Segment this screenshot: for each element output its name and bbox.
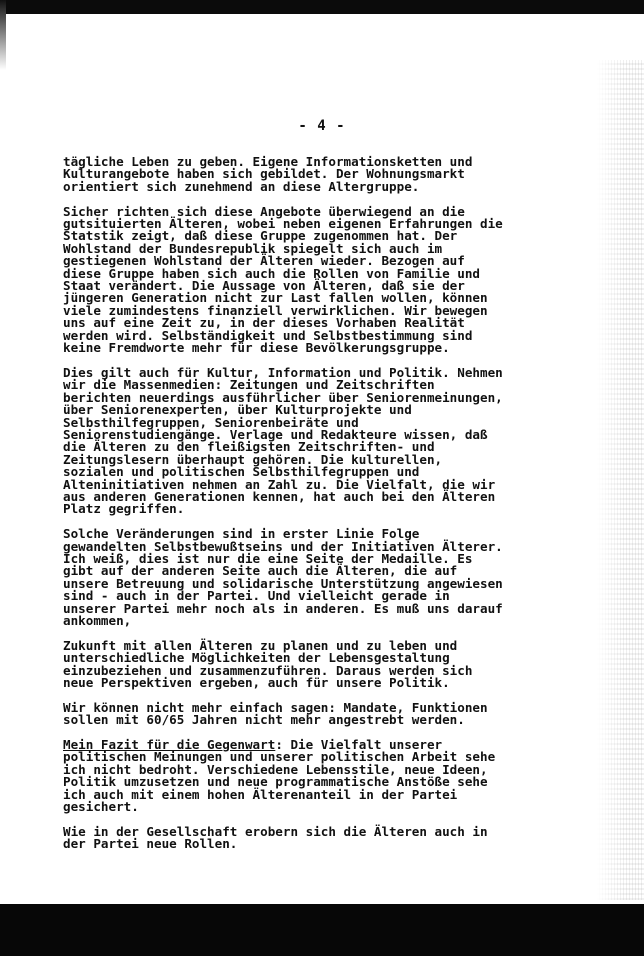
text-line: neue Perspektiven ergeben, auch für unsere Politik. [63,675,450,690]
text-line: Politik umzusetzen und neue programmatische Anstöße sehe [63,774,488,790]
text-line: Selbsthilfegruppen, Seniorenbeiräte und [63,414,359,430]
text-line: unsere Betreuung und solidarische Unterstützung angewiesen [63,575,503,591]
text-line: werden wird. Selbständigkeit und Selbstbestimmung sind [63,327,473,343]
text-line: Wir können nicht mehr einfach sagen: Mandate, Funktionen [63,699,488,715]
text-line: ich nicht bedroht. Verschiedene Lebensstile, neue Ideen, [63,761,488,777]
paragraph [63,203,518,356]
text-line: einzubeziehen und zusammenzuführen. Daraus werden sich [63,662,473,678]
text-line: gutsituierten Älteren, wobei neben eigenen Erfahrungen die [63,216,503,232]
text-line: Staat verändert. Die Aussage von Älteren, daß sie der [63,278,465,294]
text-line: wir die Massenmedien: Zeitungen und Zeitschriften [63,377,435,393]
text-line: über Seniorenexperten, über Kulturprojekte und [63,402,412,418]
text-line: orientiert sich zunehmend an diese Altergruppe. [63,178,420,194]
text-line: der Partei neue Rollen. [63,836,238,852]
paragraph [63,364,518,517]
text-line: Alteninitiativen nehmen an Zahl zu. Die Vielfalt, die wir [63,476,496,492]
scan-top-border [0,0,644,14]
text-line: Platz gegriffen. [63,501,185,517]
page-number: - 4 - [298,118,346,134]
text-line: Zeitungslesern überhaupt gehören. Die kulturellen, [63,451,443,467]
text-line: politischen Meinungen und unserer politischen Arbeit sehe [63,749,496,765]
text-line: berichten neuerdings ausführlicher über Seniorenmeinungen, [63,389,503,405]
paragraph [63,637,518,690]
closing-paragraph [63,823,518,852]
text-line: sind - auch in der Partei. Und vielleicht gerade in [63,588,450,604]
text-line: ankommen, [63,612,132,628]
text-line: Dies gilt auch für Kultur, Information und Politik. Nehmen [63,364,503,380]
fazit-paragraph [63,739,518,813]
text-line: Seniorenstudiengänge. Verlage und Redakteure wissen, daß [63,426,488,442]
text-line: Solche Veränderungen sind in erster Linie Folge [63,526,420,542]
text-line: uns auf eine Zeit zu, in der dieses Vorhaben Realität [63,315,465,331]
text-line: Ich weiß, dies ist nur die eine Seite der Medaille. Es [63,550,473,566]
text-line: gesichert. [63,799,139,815]
text-line: unterschiedliche Möglichkeiten der Lebensgestaltung [63,650,450,666]
text-line: ich auch mit einem hohen Älterenanteil in der Partei [63,786,458,802]
text-line: unserer Partei mehr noch als in anderen. Es muß uns darauf [63,600,503,616]
text-line: jüngeren Generation nicht zur Last fallen wollen, können [63,290,488,306]
text-line: Statstik zeigt, daß diese Gruppe zugenommen hat. Der [63,228,458,244]
paragraph [63,699,518,728]
document-body [63,156,518,863]
text-line: sozialen und politischen Selbsthilfegruppen und [63,464,420,480]
text-line: tägliche Leben zu geben. Eigene Informationsketten und [63,154,473,169]
scan-bottom-border [0,904,644,956]
text-line: viele zumindestens finanziell verwirklichen. Wir bewegen [63,302,488,318]
text-line: diese Gruppe haben sich auch die Rollen von Familie und [63,265,481,281]
text-line: gewandelten Selbstbewußtseins und der Initiativen Älterer. [63,538,503,554]
text-line: die Älteren zu den fleißigsten Zeitschriften- und [63,439,435,455]
text-line: gibt auf der anderen Seite auch die Älteren, die auf [63,563,458,579]
text-line: Wohlstand der Bundesrepublik spiegelt sich auch im [63,240,443,256]
scan-left-edge [0,0,6,70]
paragraph [63,528,518,627]
text-line: Kulturangebote haben sich gebildet. Der Wohnungsmarkt [63,166,465,182]
fazit-first-line-rest: : Die Vielfalt unserer [275,737,443,752]
text-line: keine Fremdworte mehr für diese Bevölkerungsgruppe. [63,340,450,356]
text-line: gestiegenen Wohlstand der Älteren wieder. Bezogen auf [63,253,465,269]
text-line: aus anderen Generationen kennen, hat auch bei den Älteren [63,488,496,504]
text-line: Wie in der Gesellschaft erobern sich die Älteren auch in [63,823,488,839]
text-line: Sicher richten sich diese Angebote überwiegend an die [63,203,465,219]
scan-right-edge-noise [596,60,644,900]
paragraph [63,156,518,193]
fazit-label: Mein Fazit für die Gegenwart [63,737,276,752]
text-line: sollen mit 60/65 Jahren nicht mehr angestrebt werden. [63,712,465,728]
text-line: Zukunft mit allen Älteren zu planen und zu leben und [63,637,458,653]
